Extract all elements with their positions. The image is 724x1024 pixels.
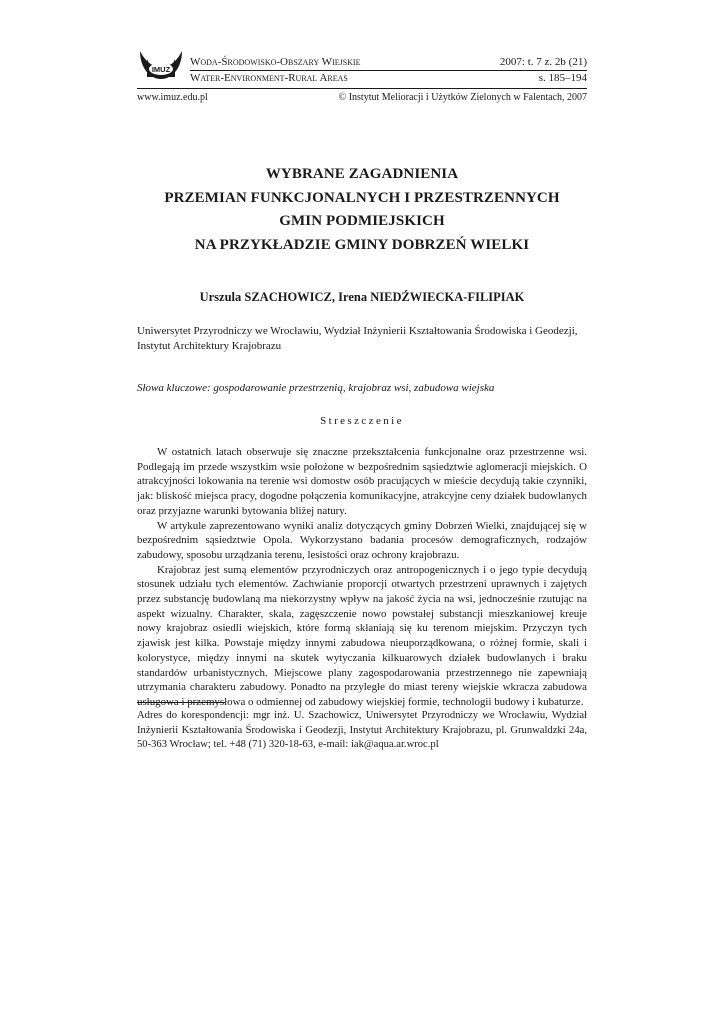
journal-title-en: Water-Environment-Rural Areas bbox=[190, 71, 348, 84]
article-title bbox=[137, 163, 587, 257]
title-line: WYBRANE ZAGADNIENIA bbox=[265, 166, 459, 182]
page-range: s. 185–194 bbox=[538, 71, 587, 84]
paragraph: W ostatnich latach obserwuje się znaczne przekształcenia funkcjonalne oraz przestrzenne wsi. Podlegają im przede wszystkim wsie położone w bezpośrednim sąsiedztwie aglomeracji miejskich. O atrakcyjności lokowania na terenie wsi domostw osób pracujących w mieście decydują takie czynniki, jak: bliskość miejsca pracy, dogodne połączenia komunikacyjne, atrakcyjne ceny działek budowlanych oraz przyjazne warunki bytowania bliżej natury. bbox=[137, 446, 587, 517]
header-inner-rule bbox=[190, 70, 587, 71]
keywords: Słowa kluczowe: gospodarowanie przestrzenią, krajobraz wsi, zabudowa wiejska bbox=[137, 382, 495, 394]
abstract-heading: Streszczenie bbox=[320, 415, 404, 427]
journal-title-pl: Woda-Środowisko-Obszary Wiejskie bbox=[190, 56, 361, 68]
title-line: GMIN PODMIEJSKICH bbox=[279, 213, 445, 229]
footnote-rule bbox=[137, 702, 225, 703]
title-line: PRZEMIAN FUNKCJONALNYCH I PRZESTRZENNYCH bbox=[164, 189, 560, 206]
issue-number: 2007: t. 7 z. 2b (21) bbox=[499, 56, 587, 68]
title-line: NA PRZYKŁADZIE GMINY DOBRZEŃ WIELKI bbox=[194, 236, 530, 253]
website-link[interactable]: www.imuz.edu.pl bbox=[137, 92, 208, 103]
authors: Urszula SZACHOWICZ, Irena NIEDŹWIECKA-FILIPIAK bbox=[199, 290, 525, 304]
abstract-body bbox=[137, 445, 587, 710]
svg-text:IMUZ: IMUZ bbox=[151, 65, 171, 74]
paragraph: Krajobraz jest sumą elementów przyrodniczych oraz antropogenicznych i o jego typie decydują stosunek udziału tych elementów. Zachwianie proporcji otwartych przestrzeni uprawnych i zajętych przez substancję budowlaną ma niekorzystny wpływ na jakość życia na wsi, jednocześnie rzutując na aspekt wizualny. Charakter, skala, zagęszczenie nowo powstałej substancji mieszkaniowej kreuje nowy krajobraz osiedli wiejskich, które formą skłaniają się ku terenom miejskim. Przyczyn tych zjawisk jest kilka. Powstaje między innymi zabudowa nieuporządkowana, o różnej formie, skali i kolorystyce, między innymi na skutek wytyczania kilkuarowych działek budowlanych i braku standardów urbanistycznych. Miejscowe plany zagospodarowania przestrzennego nie zapewniają utrzymania charakteru zabudowy. Ponadto na przyległe do miast tereny wiejskie wkracza zabudowa usługowa i przemysłowa o odmiennej od zabudowy wiejskiej formie, technologii budowy i kubaturze. bbox=[137, 563, 587, 708]
copyright-notice: © Instytut Melioracji i Użytków Zielonych w Falentach, 2007 bbox=[338, 92, 587, 103]
header-rule bbox=[137, 88, 587, 89]
paragraph: W artykule zaprezentowano wyniki analiz dotyczących gminy Dobrzeń Wielki, znajdującej się w bezpośrednim sąsiedztwie Opola. Wykorzystano badania procesów demograficznych, rodzajów zabudowy, sposobu urządzania terenu, lesistości oraz ochrony krajobrazu. bbox=[137, 519, 587, 561]
imuz-logo bbox=[137, 47, 185, 83]
correspondence-footnote: Adres do korespondencji: mgr inż. U. Szachowicz, Uniwersytet Przyrodniczy we Wrocławiu, Wydział Inżynierii Kształtowania Środowiska i Geodezji, Instytut Architektury Krajobrazu, pl. Grunwaldzki 24a, 50-363 Wrocław; tel. +48 (71) 320-18-63, e-mail: iak@aqua.ar.wroc.pl bbox=[137, 710, 587, 751]
affiliation: Uniwersytet Przyrodniczy we Wrocławiu, Wydział Inżynierii Kształtowania Środowiska i Geodezji, Instytut Architektury Krajobrazu bbox=[137, 325, 578, 352]
